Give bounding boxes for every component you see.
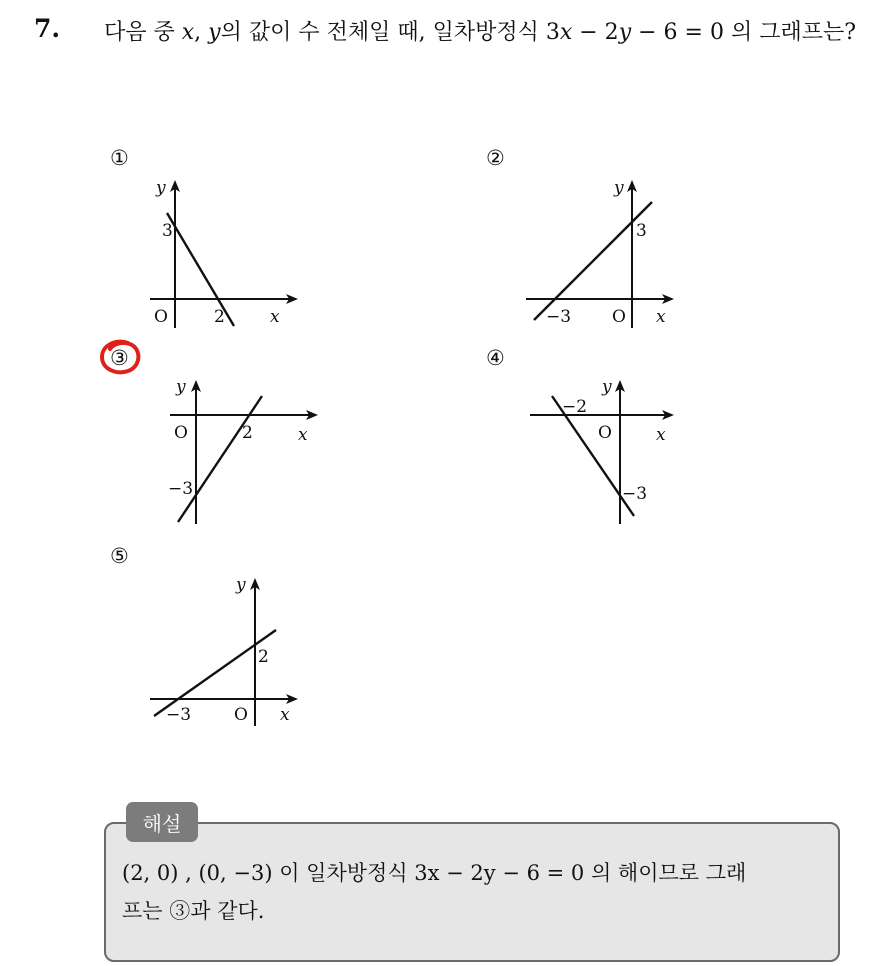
- option-2-label: ②: [486, 146, 505, 170]
- variable-y: y: [208, 20, 221, 45]
- tick-y-label: −3: [168, 479, 194, 499]
- origin-label: O: [174, 423, 188, 443]
- y-axis-label: y: [236, 575, 246, 595]
- y-axis-label: y: [176, 377, 186, 397]
- option-4[interactable]: [486, 346, 686, 536]
- question-text-part3: − 2: [572, 20, 619, 45]
- equation-y: y: [618, 20, 632, 45]
- variable-x: x: [181, 20, 195, 45]
- option-3-label: ③: [110, 346, 129, 370]
- option-1-label: ①: [110, 146, 129, 170]
- option-2[interactable]: [486, 146, 686, 336]
- answer-circle-mark: [98, 337, 144, 377]
- option-4-label: ④: [486, 346, 505, 370]
- question-comma: ,: [194, 20, 209, 45]
- y-axis-label: y: [602, 377, 612, 397]
- origin-label: O: [612, 307, 626, 327]
- option-1-graph: [110, 146, 310, 336]
- option-5[interactable]: [110, 544, 310, 734]
- question-text-part2: 의 값이 수 전체일 때, 일차방정식 3: [220, 20, 560, 45]
- tick-y-label: 3: [162, 221, 173, 241]
- option-5-graph: [110, 544, 310, 734]
- origin-label: O: [154, 307, 168, 327]
- graph-line: [534, 202, 652, 320]
- solution-line-2: 프는 ③과 같다.: [122, 899, 265, 923]
- x-axis-label: x: [656, 425, 666, 445]
- origin-label: O: [234, 705, 248, 725]
- option-4-graph: [486, 346, 686, 536]
- question-number: 7.: [34, 14, 61, 43]
- x-axis-label: x: [280, 705, 290, 725]
- solution-text: [122, 854, 822, 930]
- tick-x-label: −3: [546, 307, 572, 327]
- origin-label: O: [598, 423, 612, 443]
- tick-x-label: 2: [214, 307, 225, 327]
- option-5-label: ⑤: [110, 544, 129, 568]
- y-axis-label: y: [156, 178, 166, 198]
- option-2-graph: [486, 146, 686, 336]
- graph-line: [154, 630, 276, 716]
- y-axis-label: y: [614, 178, 624, 198]
- tick-x-label: −2: [562, 397, 588, 417]
- x-axis-label: x: [270, 307, 280, 327]
- solution-tag: 해설: [126, 802, 198, 842]
- tick-y-label: −3: [622, 484, 648, 504]
- tick-y-label: 3: [636, 221, 647, 241]
- equation-x: x: [559, 20, 573, 45]
- tick-x-label: 2: [242, 423, 253, 443]
- solution-line-1: (2, 0) , (0, −3) 이 일차방정식 3x − 2y − 6 = 0 의 해이므로 그래: [122, 861, 747, 885]
- question-text-part1: 다음 중: [104, 20, 182, 45]
- x-axis-label: x: [298, 425, 308, 445]
- question-text: [104, 14, 864, 52]
- x-axis-label: x: [656, 307, 666, 327]
- tick-x-label: −3: [166, 705, 192, 725]
- option-1[interactable]: [110, 146, 310, 336]
- tick-y-label: 2: [258, 647, 269, 667]
- question-text-part4: − 6 = 0 의 그래프는?: [631, 20, 857, 45]
